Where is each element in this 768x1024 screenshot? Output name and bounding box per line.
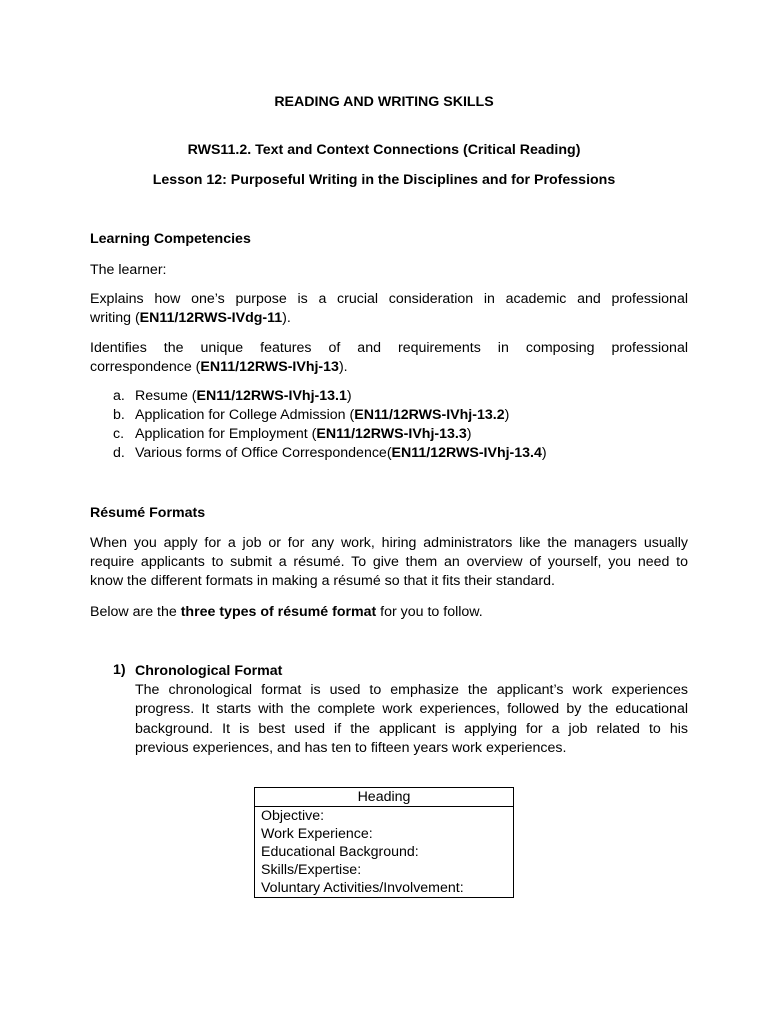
resume-intro-line-1: When you apply for a job or for any work, hiring administrators like the managers usually [90,535,688,551]
competency-list-item [113,387,352,406]
competency-paragraph-1 [90,290,688,328]
competency-1-line-1: Explains how one’s purpose is a crucial consideration in academic and professional [90,291,688,307]
format-title: Chronological Format [135,663,283,679]
course-title: READING AND WRITING SKILLS [274,94,494,110]
competency-1-text: writing ( [90,310,140,326]
competency-1-code: EN11/12RWS-IVdg-11 [139,310,283,326]
resume-intro-line-2: require applicants to submit a résumé. To give them an overview of yourself, you need to [90,554,688,570]
list-item-code: EN11/12RWS-IVhj-13.2 [354,407,505,423]
competency-list-item [113,406,509,425]
list-item-text: Resume ( [135,388,197,404]
resume-template-table [254,787,514,898]
list-marker: b. [113,407,125,423]
resume-table-body-row [255,807,514,898]
format-line-1: The chronological format is used to emphasize the applicant’s work experiences [135,682,688,699]
list-item-code: EN11/12RWS-IVhj-13.3 [316,426,467,442]
competency-paragraph-2 [90,339,688,377]
resume-field: Skills/Expertise: [261,862,362,878]
list-marker: c. [113,426,125,442]
competency-list-item [113,425,471,444]
list-item-close: ) [466,426,472,442]
list-item-close: ) [346,388,352,404]
list-marker: a. [113,388,125,404]
list-item-close: ) [504,407,510,423]
competencies-heading: Learning Competencies [90,231,251,247]
competency-2-line-2 [90,358,688,377]
competency-1-line-2 [90,309,688,328]
competency-2-close: ). [338,359,348,375]
resume-types-text-end: for you to follow. [376,604,483,620]
resume-types-emphasis: three types of résumé format [180,604,377,620]
resume-formats-heading: Résumé Formats [90,505,206,521]
competency-2-text: correspondence ( [90,359,201,375]
resume-table-fields [255,807,514,898]
competencies-intro: The learner: [90,262,167,278]
resume-table-heading: Heading [255,788,514,807]
competency-1-close: ). [282,310,291,326]
format-line-3: background. It is best used if the applicant is applying for a job related to his [135,720,688,737]
format-line-4: previous experiences, and has ten to fifteen years work experiences. [135,739,567,756]
competency-2-line-1: Identifies the unique features of and requirements in composing professional [90,340,688,356]
lesson-title: Lesson 12: Purposeful Writing in the Disciplines and for Professions [152,172,616,188]
resume-intro-paragraph [90,534,688,591]
list-item-close: ) [541,445,547,461]
competency-list-item [113,444,547,463]
list-item-code: EN11/12RWS-IVhj-13.1 [196,388,347,404]
resume-field: Objective: [261,808,325,824]
resume-table-header-row [255,788,514,807]
list-item-text: Application for College Admission ( [135,407,355,423]
format-number: 1) [113,662,126,678]
resume-field: Work Experience: [261,826,373,842]
resume-field: Voluntary Activities/Involvement: [261,880,464,896]
module-title: RWS11.2. Text and Context Connections (Critical Reading) [187,142,581,158]
resume-field: Educational Background: [261,844,419,860]
resume-types-paragraph [90,603,688,622]
list-item-text: Various forms of Office Correspondence( [135,445,392,461]
resume-types-text: Below are the [90,604,181,620]
list-item-code: EN11/12RWS-IVhj-13.4 [391,445,542,461]
resume-intro-line-3: know the different formats in making a résumé so that it fits their standard. [90,573,555,589]
competency-2-code: EN11/12RWS-IVhj-13 [200,359,339,375]
list-marker: d. [113,445,125,461]
format-description [135,662,688,758]
format-line-2: progress. It starts with the complete work experiences, followed by the educational [135,701,688,718]
list-item-text: Application for Employment ( [135,426,317,442]
